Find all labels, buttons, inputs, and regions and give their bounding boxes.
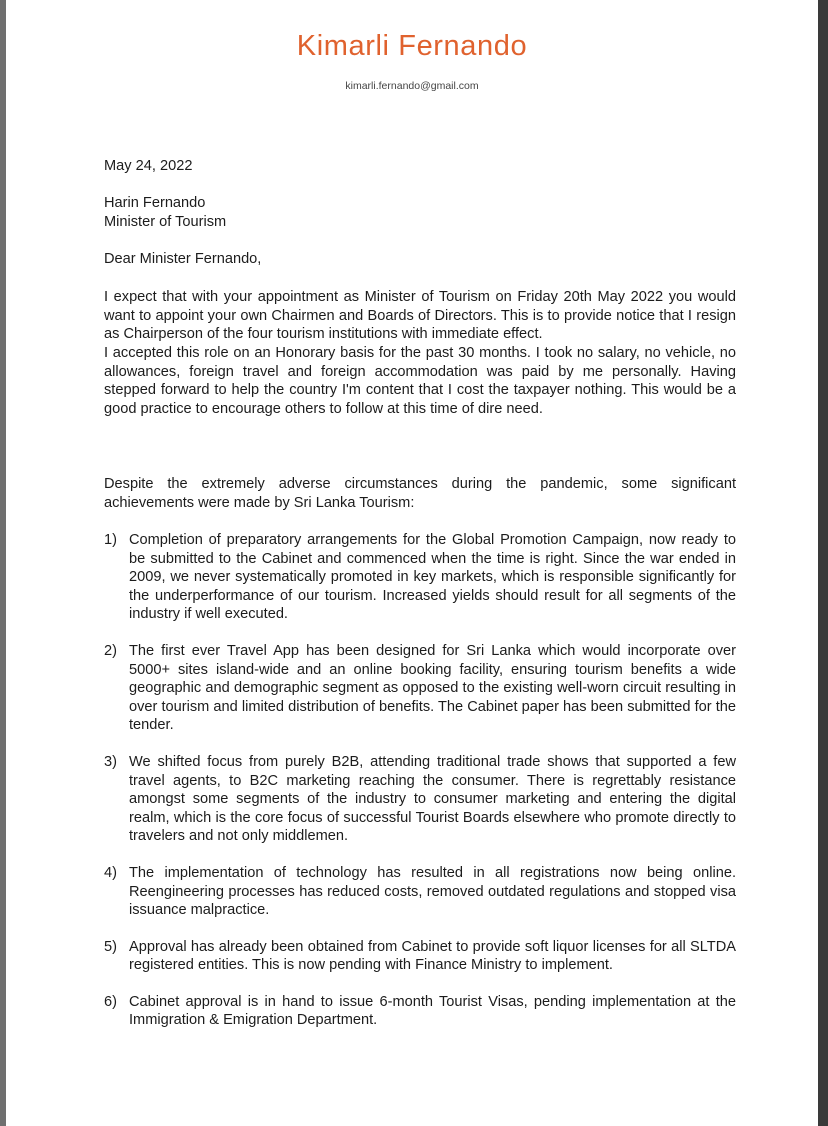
list-item-number: 2): [104, 642, 117, 659]
list-item: [104, 938, 736, 975]
list-item-text: Completion of preparatory arrangements for the Global Promotion Campaign, now ready to be submitted to the Cabinet and commenced when the time is right. Since the war ended in 2009, we never systematically promoted in key markets, which is responsible significantly for the underperformance of our tourism. Increased yields should result for all segments of the industry if well executed.: [129, 532, 736, 623]
paragraph-achievements-intro: Despite the extremely adverse circumstances during the pandemic, some significant achievements were made by Sri Lanka Tourism:: [104, 476, 736, 511]
letter-page: [6, 0, 818, 1126]
recipient-block: [104, 194, 736, 231]
list-item-number: 6): [104, 993, 117, 1010]
page-edge-shadow: [818, 0, 828, 1126]
list-item: [104, 642, 736, 735]
list-item: [104, 864, 736, 920]
list-item-number: 5): [104, 938, 117, 955]
list-item: [104, 753, 736, 846]
letter-date: May 24, 2022: [104, 158, 193, 174]
list-item-number: 1): [104, 532, 117, 548]
list-item-number: 3): [104, 753, 117, 770]
list-item-text: We shifted focus from purely B2B, attending traditional trade shows that supported a few travel agents, to B2C marketing reaching the consumer. There is regrettably resistance amongst some segments of the industry to consumer marketing and entering the digital realm, which is the core focus of successful Tourist Boards elsewhere who promote directly to travelers and not only middlemen.: [129, 753, 736, 845]
recipient-title: Minister of Tourism: [104, 213, 227, 230]
list-item-text: Approval has already been obtained from Cabinet to provide soft liquor licenses for all SLTDA registered entities. This is now pending with Finance Ministry to implement.: [129, 938, 736, 974]
paragraph-honorary: I accepted this role on an Honorary basis for the past 30 months. I took no salary, no vehicle, no allowances, foreign travel and foreign accommodation was paid by me personally. Having stepped forward to help the country I'm content that I cost the taxpayer nothing. This would be a good practice to encourage others to follow at this time of dire need.: [104, 345, 736, 417]
sender-name: Kimarli Fernando: [296, 30, 528, 62]
list-item-text: The implementation of technology has resulted in all registrations now being online. Reengineering processes has reduced costs, removed outdated regulations and stopped visa issuance malpractice.: [129, 864, 736, 919]
sender-email: kimarli.fernando@gmail.com: [345, 80, 479, 92]
list-item-text: The first ever Travel App has been designed for Sri Lanka which would incorporate over 5000+ sites island-wide and an online booking facility, ensuring tourism benefits a wide geographic and demographic segment as opposed to the existing well-worn circuit resulting in over tourism and limited distribution of benefits. The Cabinet paper has been submitted for the tender.: [129, 642, 736, 734]
achievements-list: [104, 531, 736, 1030]
list-item-number: 4): [104, 864, 117, 881]
paragraph-appointment: I expect that with your appointment as Minister of Tourism on Friday 20th May 2022 you would want to appoint your own Chairmen and Boards of Directors. This is to provide notice that I resign as Chairperson of the four tourism institutions with immediate effect.: [104, 289, 736, 343]
list-item: [104, 993, 736, 1030]
recipient-name: Harin Fernando: [104, 195, 206, 211]
list-item-text: Cabinet approval is in hand to issue 6-month Tourist Visas, pending implementation at the Immigration & Emigration Department.: [129, 993, 736, 1029]
list-item: [104, 531, 736, 624]
salutation: Dear Minister Fernando,: [104, 251, 262, 267]
